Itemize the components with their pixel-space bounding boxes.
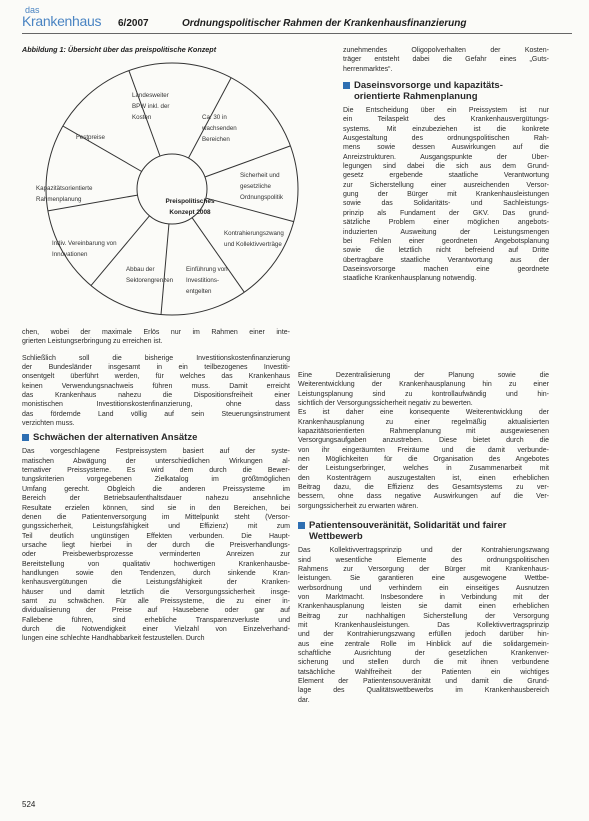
text-line: tungskriterien vorgegebenen Zielkatalog im größtmöglichen (22, 476, 290, 484)
segment-text: BPW inkl. der (132, 103, 170, 110)
text-line: matischen Abwägung der unterschiedlichen Wirkungen al- (22, 457, 290, 465)
concept-wheel-diagram (22, 58, 322, 323)
segment-text: Indiv. Vereinbarung von (52, 240, 117, 247)
text-line: dar. (298, 696, 310, 704)
text-line: sind wesentliche Elemente des ordnungspolitischen (298, 556, 549, 564)
segment-text: Ordnungspolitik (240, 194, 283, 201)
logo-das: das (25, 5, 40, 15)
segment-text: Sektorengrenzen (126, 277, 174, 284)
segment-innovationen (52, 238, 122, 260)
center-line-2: Konzept 2008 (169, 209, 211, 216)
text-line: Umfang gerecht. Obgleich die anderen Preissysteme im (22, 485, 290, 493)
text-line: von Marktmacht. Insbesondere in Verbindung mit der (298, 593, 549, 601)
text-line: samt zu schwächen. Für alle Preissysteme, die zu einer in- (22, 597, 290, 605)
heading-patientensouveraenitaet (298, 520, 549, 542)
heading-text-line1: Patientensouveränität, Solidarität und fairer (309, 520, 507, 532)
left-text-block-2 (22, 447, 290, 643)
right-text-block-2 (298, 546, 549, 705)
heading-text: Schwächen der alternativen Ansätze (33, 432, 198, 444)
text-line: durch die Notwendigkeit einer Vielzahl von Einzelverhand- (22, 625, 290, 633)
text-line: chen, wobei der maximale Erlös nur im Rahmen einer inte- (22, 329, 290, 336)
segment-text: Ca. 30 in (202, 114, 227, 121)
heading-bullet (343, 82, 350, 89)
text-line: Die Entscheidung über ein Preissystem ist nur (343, 107, 549, 115)
text-line: keinen Verwendungsnachweis führen muss. Damit erreicht (22, 382, 290, 390)
text-line: Ausgestaltung des ordnungspolitischen Rah- (343, 135, 549, 143)
text-line: werbsordnung und verhindern ein einseitiges Ausnutzen (298, 584, 549, 592)
text-line: Das vorgeschlagene Festpreissystem basiert auf der syste- (22, 448, 290, 456)
text-line: sicherung und stellen durch die mit ihnen verbundene (298, 659, 549, 667)
text-line: ternativer Preissysteme. Es wird dem durch die Bewer- (22, 467, 290, 475)
segment-text: und Kollektivverträge (224, 241, 282, 248)
segment-rahmenplanung (36, 183, 92, 205)
text-line: onsentgelt überführt werden, für welches das Krankenhaus (22, 373, 290, 381)
text-line: gung der Bürger mit Krankenhausleistungen (343, 191, 549, 199)
text-line: Versorgungsaufgaben anzustreben. Diese bietet durch die (298, 437, 549, 445)
text-line: zunehmendes Oligopolverhalten der Kosten- (343, 47, 549, 54)
segment-text: Landesweiter (132, 92, 169, 99)
text-line: Fallebene führen, sind erhebliche Transparenzverluste und (22, 616, 290, 624)
text-line: grierten Leistungserbringung zu erreichen ist. (22, 338, 163, 346)
segment-landesweiter-bpw (132, 90, 169, 123)
segment-text: Rahmenplanung (36, 196, 82, 203)
text-line: Beitrag dazu, die Effizienz des Gesamtsystems zu ver- (298, 484, 549, 492)
text-line: sowie die letztlich nicht befreiend auf Dritte (343, 247, 549, 255)
segment-text: gesetzliche (240, 183, 271, 190)
text-line: sichtlich der Versorgungssicherheit negativ zu bewerten. (298, 400, 473, 408)
text-line: häuser und damit letztlich die Versorgungssicherheit insge- (22, 588, 290, 596)
heading-text-line2: Wettbewerb (309, 531, 363, 543)
heading-text-line2: orientierte Rahmenplanung (354, 91, 478, 103)
figure-caption: Abbildung 1: Übersicht über das preispolitische Konzept (22, 45, 217, 54)
text-line: denen die Patientenversorgung im Mittelpunkt steht (Versor- (22, 513, 290, 521)
segment-festpreise (76, 132, 105, 143)
logo-name: Krankenhaus (22, 13, 102, 29)
left-text-block-1 (22, 328, 290, 428)
text-line: sätzliche Problem einer möglichen angebots- (343, 219, 549, 227)
segment-text: Bereichen (202, 136, 230, 143)
journal-logo (22, 5, 104, 33)
segment-text: Innovationen (52, 251, 88, 258)
text-line: verzichten muss. (22, 420, 75, 428)
right-text-block-1a (343, 106, 549, 284)
text-line: Leistungsplanung sind zu kontrollaufwändig und hin- (298, 390, 549, 398)
wheel-center-label (155, 196, 225, 218)
text-line: Bereich der Betriebsaufenthaltsdauer nahezu ansehnliche (22, 495, 290, 503)
text-line: handlungen sowie den Tendenzen, durch sinkende Kran- (22, 569, 290, 577)
text-line: Krankenhausplanung leisten sie damit einen erheblichen (298, 603, 549, 611)
text-line: Krankenhausplanung zu einer regelmäßig aktualisierten (298, 418, 549, 426)
text-line: der Leistungserbringer, welches in Zusammenarbeit mit (298, 465, 549, 473)
text-line: aus eine zentrale Rolle im Hinblick auf die solidargemein- (298, 640, 549, 648)
text-line: kenhausvergütungen die Leistungsfähigkeit der Kranken- (22, 579, 290, 587)
text-line: Daseinsvorsorge machen eine geordnete (343, 265, 549, 273)
text-line: lage des Qualitätswettbewerbs im Krankenhausbereich (298, 687, 549, 695)
text-line: Beitrag zur nachhaltigen Sicherstellung der Versorgung (298, 612, 549, 620)
heading-text-line1: Daseinsvorsorge und kapazitäts- (354, 80, 503, 92)
segment-investitionsentgelte (186, 264, 228, 297)
heading-bullet (22, 434, 29, 441)
text-line: Schließlich soll die bisherige Investitionskostenfinanzierung (22, 354, 290, 362)
running-title: Ordnungspolitischer Rahmen der Krankenhausfinanzierung (182, 18, 467, 29)
heading-schwaechen (22, 432, 290, 443)
text-line: bessern, ohne dass negative Auswirkungen auf die Ver- (298, 493, 549, 501)
text-line: oder Preisbewerbsprozesse verminderten Anreizen zur (22, 551, 290, 559)
text-line: lungen eine schlechte Handhabbarkeit festzustellen. Durch (22, 635, 205, 643)
right-text-block-1b (298, 371, 549, 511)
right-column-top (343, 46, 549, 284)
text-line: Element der Patientensouveränität und damit die Grund- (298, 677, 549, 685)
text-line: prinzip als Fundament der GKV. Das grund- (343, 209, 549, 217)
text-line: gesetz ergebende staatliche Verantwortung (343, 172, 549, 180)
text-line: gungssicherheit, Leistungsfähigkeit und Effizienz) mit zum (22, 523, 290, 531)
text-line: sowie das Solidaritäts- und Sachleistungs- (343, 200, 549, 208)
text-line: kapazitätsorientierten Rahmenplanung mit ausgewiesenen (298, 428, 549, 436)
segment-text: Investitions- (186, 277, 220, 284)
text-line: Eine Dezentralisierung der Planung sowie die (298, 372, 549, 379)
text-line: Resultate erzielen können, sind sie in den Bereichen, bei (22, 504, 290, 512)
text-line: tatsächliche Wahlfreiheit der Patienten ein wichtiges (298, 668, 549, 676)
segment-text: Abbau der (126, 266, 155, 273)
segment-wachsende-bereiche (202, 112, 237, 145)
text-line: Es ist daher eine konsequente Weiterentwicklung der (298, 409, 549, 417)
text-line: herrenmarktes“. (343, 65, 393, 73)
page-number: 524 (22, 800, 36, 809)
text-line: von ihr eingeräumten Freiräume und die damit verbunde- (298, 446, 549, 454)
segment-text: entgelten (186, 288, 212, 295)
text-line: Bereitstellung von qualitativ hochwertigen Krankenhausbe- (22, 560, 290, 568)
segment-text: wachsenden (202, 125, 237, 132)
text-line: bei Fehlen einer geordneten Angebotsplanung (343, 237, 549, 245)
text-line: leistungen. Sie garantieren eine ausgewogene Wettbe- (298, 575, 549, 583)
text-line: Weiterentwicklung der Krankenhausplanung hin zu einer (298, 381, 549, 389)
text-line: Das Kollektivvertragsprinzip und der Kontrahierungszwang (298, 547, 549, 555)
segment-kontrahierungszwang (224, 228, 284, 250)
text-line: systems. Mit einzubeziehen ist die konkrete (343, 125, 549, 133)
segment-text: Festpreise (76, 134, 105, 141)
text-line: ein Teilaspekt des Krankenhausvergütungs- (343, 116, 549, 124)
segment-text: Kontrahierungszwang (224, 230, 284, 237)
text-line: zur Sicherstellung einer ausreichenden Versor- (343, 181, 549, 189)
text-line: träger entsteht dabei die Gefahr eines „Guts- (343, 56, 549, 64)
text-line: den Kostenträgern auszugestalten ist, einen erheblichen (298, 474, 549, 482)
text-line: legungen sind dabei die sich aus dem Grund- (343, 163, 549, 171)
segment-text: Kosten (132, 114, 152, 121)
text-line: monistischen Investitionskostenfinanzierung, ohne dass (22, 401, 290, 409)
text-line: dividualisierung der Preise auf Hausebene oder gar auf (22, 607, 290, 615)
segment-ordnungspolitik (240, 170, 283, 203)
text-line: staatliche Krankenhausplanung notwendig. (343, 275, 477, 283)
segment-text: Kapazitätsorientierte (36, 185, 93, 192)
text-line: Anreizstrukturen. Ausgangspunkte der Über- (343, 153, 549, 161)
text-line: Rahmens zur Versorgung der Bürger mit Krankenhaus- (298, 565, 549, 573)
page-header (22, 5, 572, 34)
text-line: mens sowie dessen Auswirkungen auf die (343, 144, 549, 152)
text-line: induzierten Ausweitung der Leistungsmengen (343, 228, 549, 236)
text-line: das fördernde Land völlig auf sein Steuerungsinstrument (22, 410, 290, 418)
text-line: ursache liegt hierbei in der durch die Preisverhandlungs- (22, 541, 290, 549)
right-text-top (343, 46, 549, 74)
left-column (22, 328, 290, 644)
segment-text: Einführung von (186, 266, 228, 273)
text-line: mit Krankenhausleistungen. Das Kollektivvertragsprinzip (298, 621, 549, 629)
center-line-1: Preispolitisches (165, 198, 215, 205)
text-line: übertragbare staatliche Verantwortung aus der (343, 256, 549, 264)
text-line: und der Kontrahierungszwang erfüllen jedoch darüber hin- (298, 631, 549, 639)
segment-sektorengrenzen (126, 264, 184, 286)
text-line: nen Möglichkeiten für die Organisation des Angebotes (298, 456, 549, 464)
heading-daseinsvorsorge (343, 80, 549, 102)
segment-text: Sicherheit und (240, 172, 280, 179)
heading-bullet (298, 522, 305, 529)
text-line: der Bundesländer insgesamt in ein teilbezogenes Investiti- (22, 364, 290, 372)
text-line: schaftliche Ausrichtung der gesetzlichen Krankenver- (298, 649, 549, 657)
text-line: Teil deutlich ungünstigen Effekten verbunden. Die Haupt- (22, 532, 290, 540)
right-column-wide (298, 371, 549, 705)
text-line: sorgungssicherheit zu erwarten wären. (298, 502, 419, 510)
text-line (22, 347, 290, 354)
text-line: das Krankenhaus nahezu die Dispositionsfreiheit einer (22, 392, 290, 400)
issue-number: 6/2007 (118, 18, 149, 29)
